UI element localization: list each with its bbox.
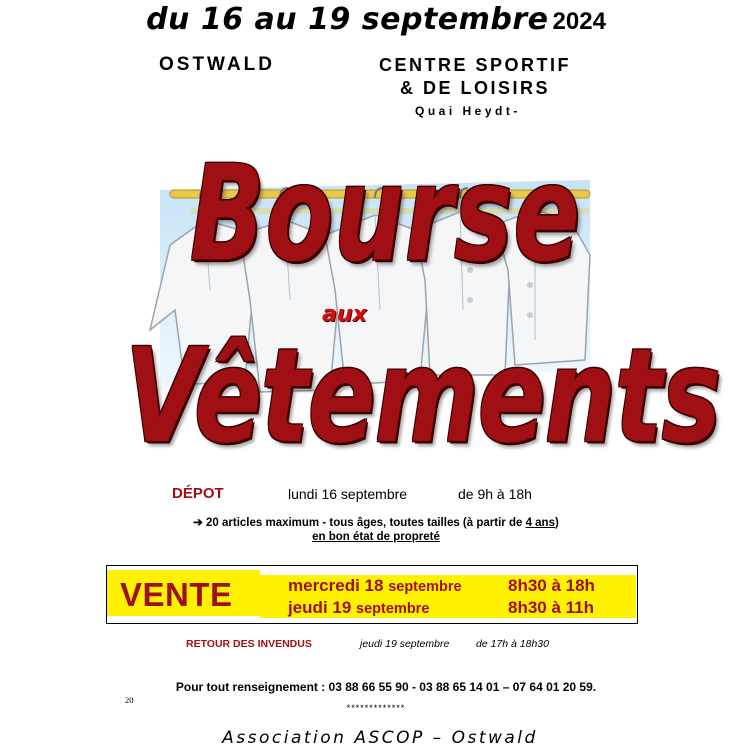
event-dates: [0, 2, 752, 37]
retour-label: RETOUR DES INVENDUS: [186, 638, 312, 650]
title-bourse: Bourse: [190, 138, 581, 292]
articles-note-suffix: ): [554, 517, 559, 529]
vente-hours-1: 8h30 à 18h: [508, 576, 595, 595]
event-venue: [355, 54, 595, 100]
articles-note: [0, 515, 752, 529]
vente-day-2-month: septembre: [356, 601, 430, 617]
venue-address: Quai Heydt-: [415, 104, 521, 118]
event-city: OSTWALD: [159, 54, 275, 75]
event-year: 2024: [552, 8, 606, 35]
articles-note-age: 4 ans: [525, 517, 555, 529]
vente-hours-2: 8h30 à 11h: [508, 598, 595, 617]
vente-label: VENTE: [120, 576, 233, 613]
condition-note: en bon état de propreté: [312, 531, 440, 543]
venue-line-2: & DE LOISIRS: [399, 78, 550, 98]
vente-day-2: [288, 598, 429, 618]
venue-line-1: CENTRE SPORTIF: [378, 55, 571, 75]
vente-day-2-day: jeudi 19: [288, 598, 352, 617]
association-name: Association ASCOP – Ostwald: [222, 728, 538, 748]
articles-note-prefix: ➔ 20 articles maximum - tous âges, toutes tailles (à partir de: [193, 517, 526, 529]
vente-day-1-month: septembre: [388, 579, 462, 595]
contact-phones: Pour tout renseignement : 03 88 66 55 90 - 03 88 65 14 01 – 07 64 01 20 59.: [175, 680, 597, 694]
title-aux: aux: [322, 302, 367, 327]
retour-date: jeudi 19 septembre: [360, 638, 450, 650]
page-number: 20: [125, 695, 134, 705]
title-vetements: Vêtements: [125, 320, 721, 473]
retour-hours: de 17h à 18h30: [476, 638, 549, 650]
vente-day-1: [288, 576, 462, 596]
depot-date: lundi 16 septembre: [288, 486, 408, 502]
depot-label: DÉPOT: [172, 485, 224, 502]
depot-hours: de 9h à 18h: [458, 486, 532, 502]
vente-day-1-day: mercredi 18: [288, 576, 384, 595]
separator-stars: *************: [346, 703, 406, 713]
event-date-range: du 16 au 19 septembre: [146, 2, 549, 37]
